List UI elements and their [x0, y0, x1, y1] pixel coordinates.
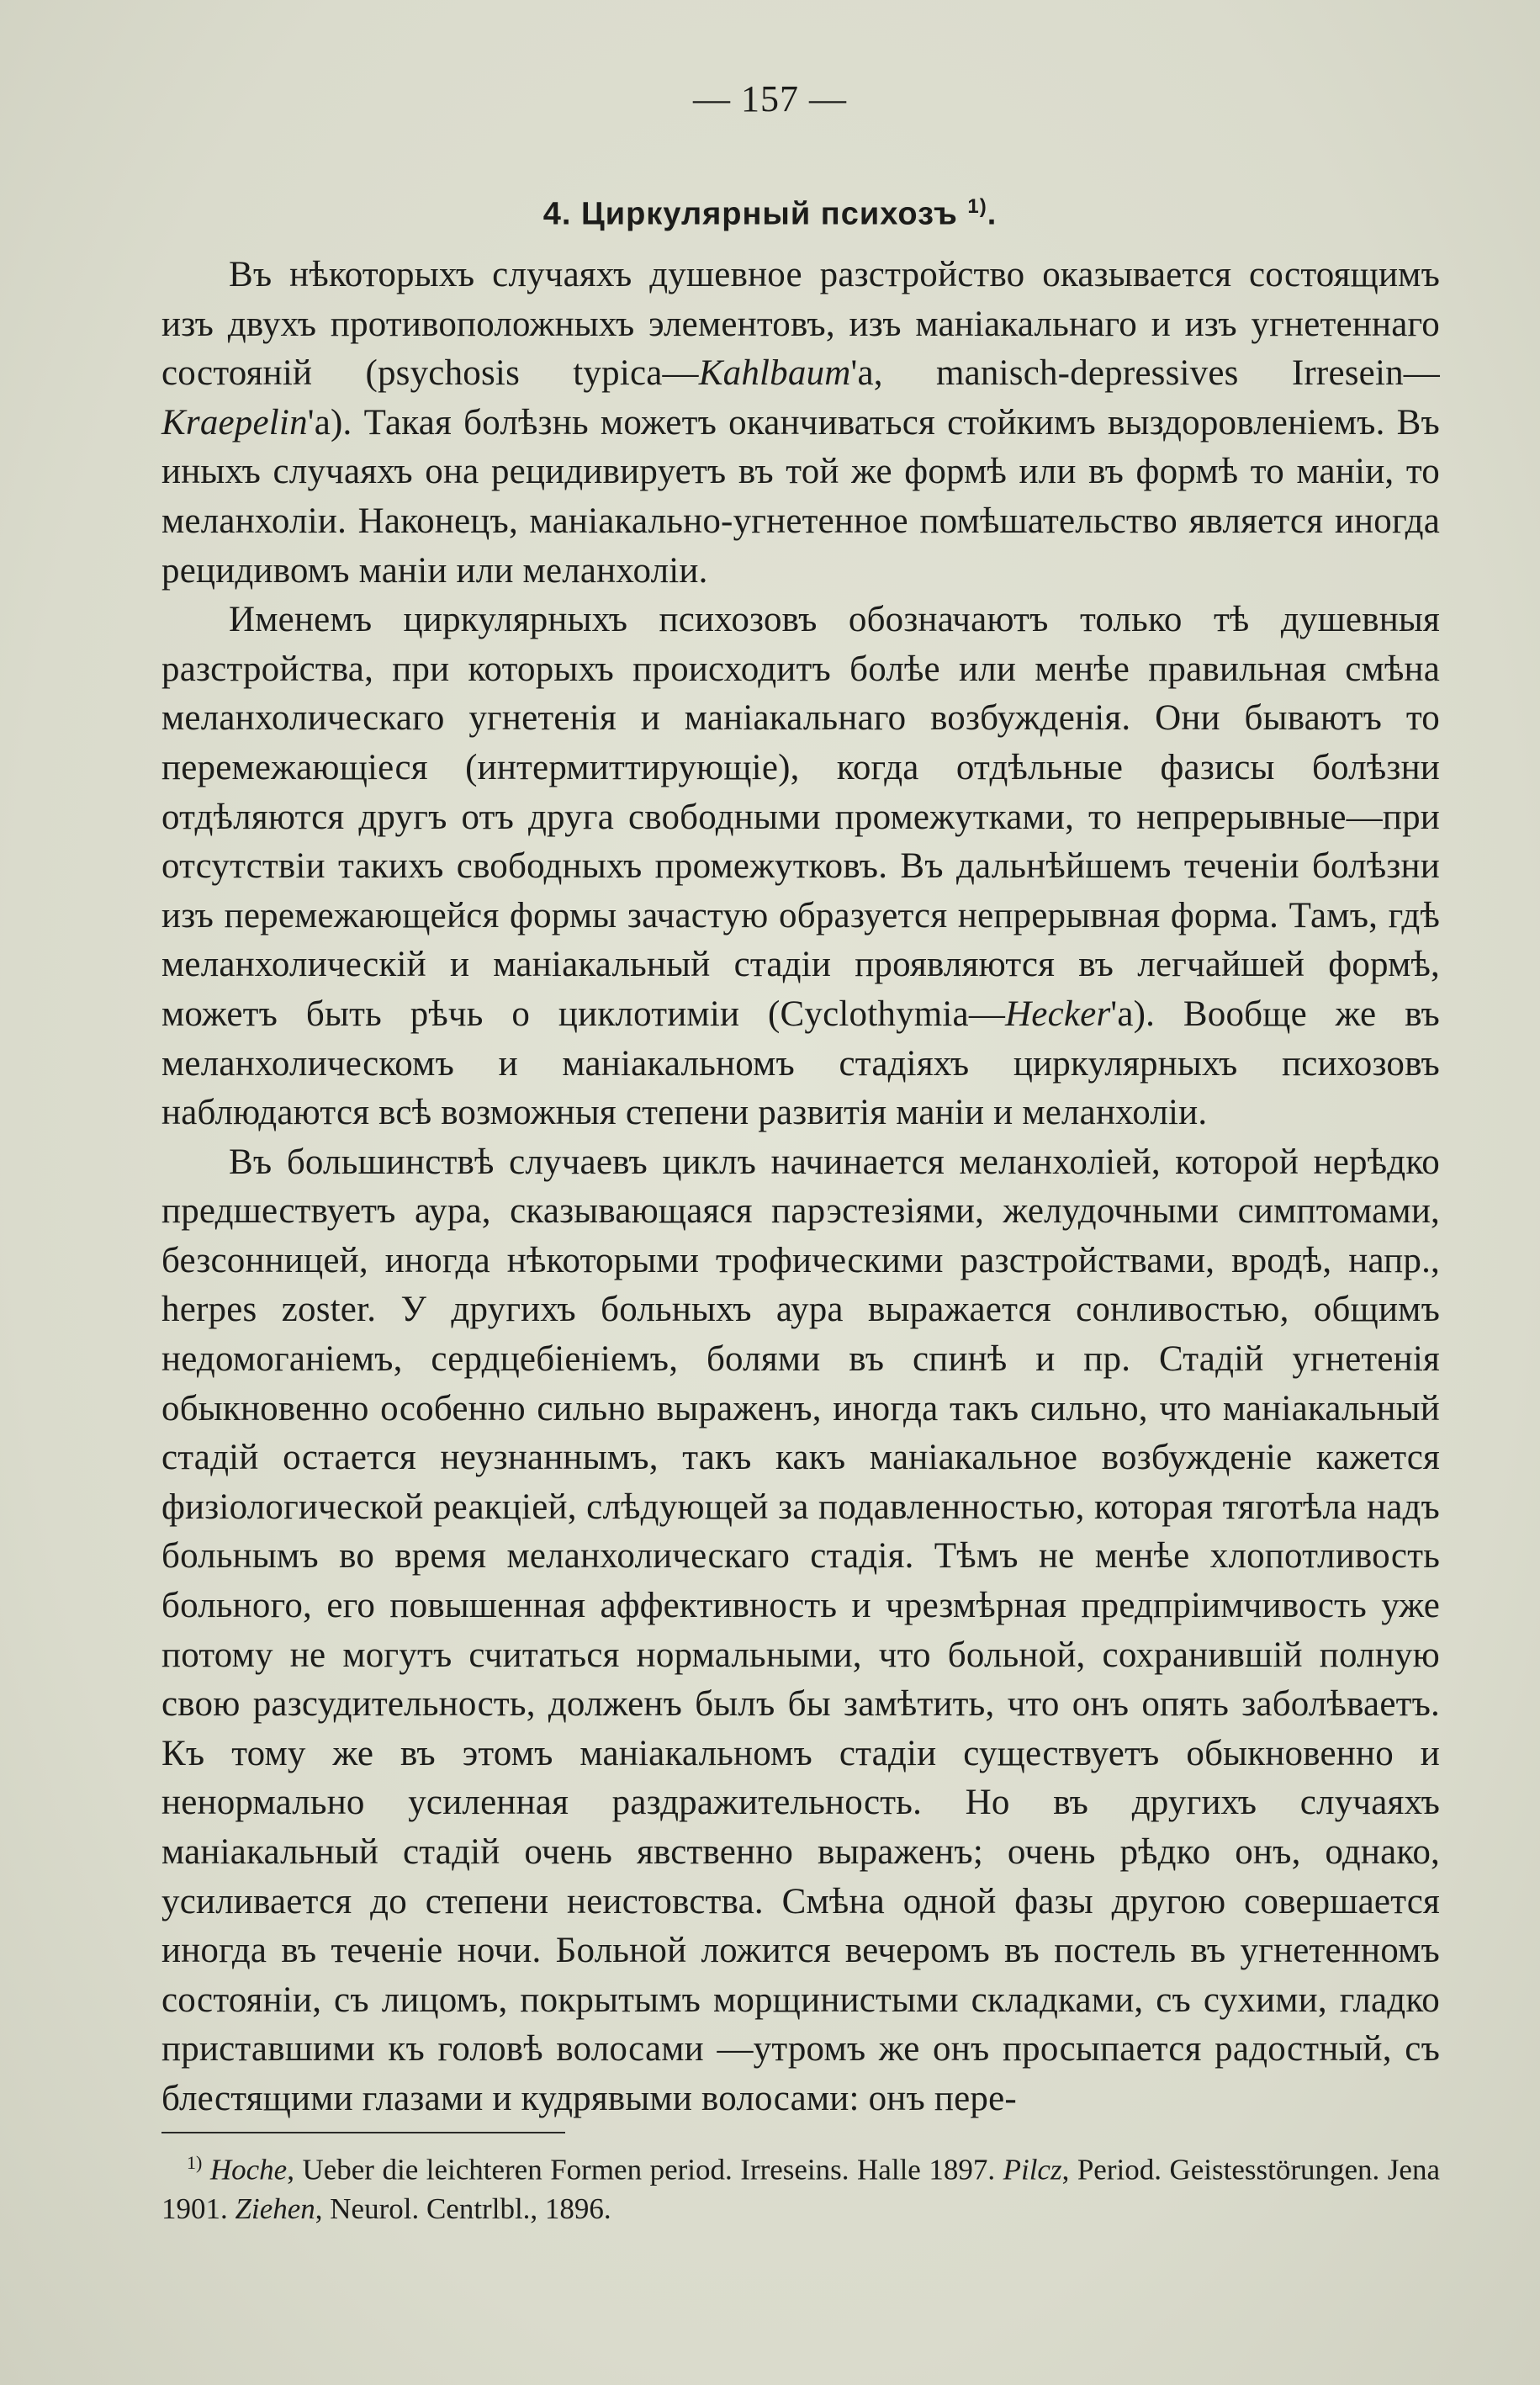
section-title: 4. Циркулярный психозъ [542, 196, 958, 232]
text-run: Въ большинствѣ случаевъ циклъ начинается меланхоліей, которой нерѣдко предшествуетъ аура, сказывающаяся парэстезіями, желудочными симптомами, безсонницей, иногда нѣкоторыми трофическими разстройствами, вродѣ, напр., herpes zoster. У другихъ больныхъ аура выражается сонливостью, общимъ недомоганіемъ, сердцебіеніемъ, болями въ спинѣ и пр. Стадій угнетенія обыкновенно особенно сильно выраженъ, иногда такъ сильно, что маніакальный стадій остается неузнаннымъ, такъ какъ маніакальное возбужденіе кажется физіологической реакціей, слѣдующей за подавленностью, которая тяготѣла надъ больнымъ во время меланхолическаго стадія. Тѣмъ не менѣе хлопотливость больного, его повышенная аффективность и чрезмѣрная предпріимчивость уже потому не могутъ считаться нормальными, что больной, сохранившій полную свою разсудительность, долженъ былъ бы замѣтить, что онъ опять заболѣваетъ. Къ тому же въ этомъ маніакальномъ стадіи существуетъ обыкновенно и ненормально усиленная раздражительность. Но въ другихъ случаяхъ маніакальный стадій очень явственно выраженъ; очень рѣдко онъ, однако, усиливается до степени неистовства. Смѣна одной фазы другою совершается иногда въ теченіе ночи. Больной ложится вечеромъ въ постель въ угнетенномъ состояніи, съ лицомъ, покрытымъ морщинистыми складками, съ сухими, гладко приставшими къ головѣ волосами —утромъ же онъ просыпается радостный, съ блестящими глазами и кудрявыми волосами: онъ пере- [161, 1142, 1440, 2118]
text-run: 'а). Такая болѣзнь можетъ оканчиваться стойкимъ выздоровленіемъ. Въ иныхъ случаяхъ она рецидивируетъ въ той же формѣ или въ формѣ то маніи, то меланхоліи. Наконецъ, маніакально-угнетенное помѣшательство является иногда рецидивомъ маніи или меланхоліи. [161, 402, 1440, 591]
paragraph-1 [161, 251, 1440, 596]
text-run: 'а, manisch-depressives Irresein— [850, 353, 1440, 394]
text-run: 'а). Вообще же въ меланхолическомъ и маніакальномъ стадіяхъ циркулярныхъ психозовъ наблюдаются всѣ возможныя степени развитія маніи и меланхоліи. [161, 994, 1440, 1133]
section-heading: 4. Циркулярный психозъ $^{1)}$. [542, 195, 998, 232]
text-run: , Period. Geistesstörungen. Jena 1901. [161, 2153, 1440, 2225]
italic-author-name: Pilcz [1003, 2153, 1062, 2186]
text-run: , Ueber die leichteren Formen period. Irreseins. Halle 1897. [287, 2153, 1003, 2186]
footnote-marker: 1) [187, 2152, 203, 2173]
text-run [202, 2154, 210, 2186]
body-text [161, 251, 1440, 2124]
italic-author-name: Hoche [209, 2153, 288, 2186]
paragraph-2 [161, 596, 1440, 1138]
italic-author-name: Ziehen [235, 2192, 315, 2225]
text-run: , Neurol. Centrlbl., 1896. [315, 2192, 611, 2225]
page-number: — 157 — [693, 78, 847, 119]
italic-author-name: Kraepelin [161, 402, 308, 443]
text-run: Въ нѣкоторыхъ случаяхъ душевное разстройство оказывается состоящимъ изъ двухъ противоположныхъ элементовъ, изъ маніакальнаго и изъ угнетеннаго состояній (psychosis typica— [161, 255, 1440, 394]
footnote [161, 2144, 1440, 2229]
heading-footnote-ref: 1) [967, 195, 987, 218]
italic-author-name: Hecker [1005, 994, 1111, 1034]
italic-author-name: Kahlbaum [698, 353, 851, 394]
footnote-divider [161, 2132, 565, 2133]
paragraph-3 [161, 1138, 1440, 2124]
text-run: Именемъ циркулярныхъ психозовъ обозначаютъ только тѣ душевныя разстройства, при которыхъ происходитъ болѣе или менѣе правильная смѣна меланхолическаго угнетенія и маніакальнаго возбужденія. Они бываютъ то перемежающіеся (интермиттирующіе), когда отдѣльные фазисы болѣзни отдѣляются другъ отъ друга свободными промежутками, то непрерывные—при отсутствіи такихъ свободныхъ промежутковъ. Въ дальнѣйшемъ теченіи болѣзни изъ перемежающейся формы зачастую образуется непрерывная форма. Тамъ, гдѣ меланхолическій и маніакальный стадіи проявляются въ легчайшей формѣ, можетъ быть рѣчь о циклотиміи (Cyclothymia— [161, 600, 1440, 1034]
